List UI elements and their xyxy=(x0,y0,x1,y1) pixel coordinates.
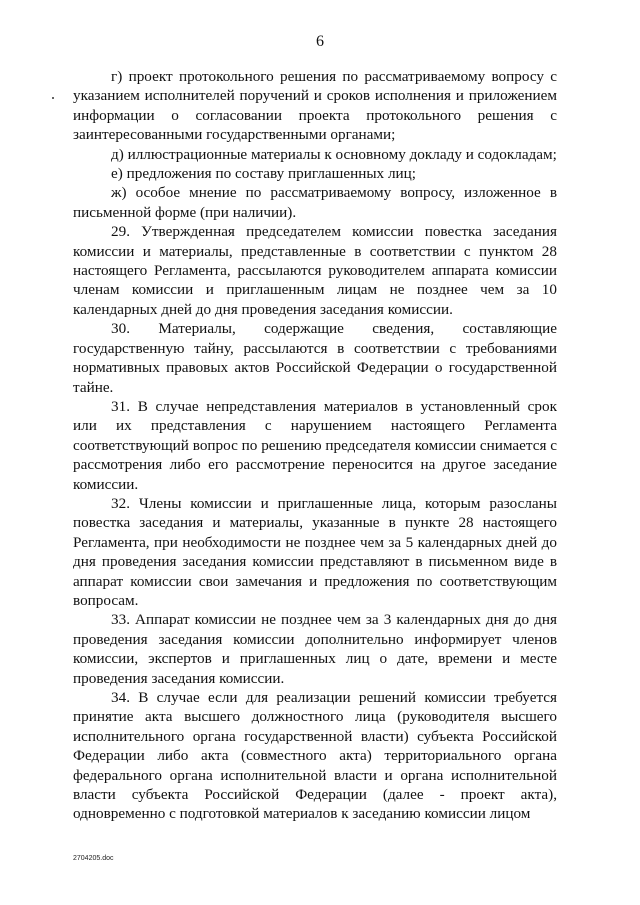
footer-filename: 2704205.doc xyxy=(73,855,114,862)
paragraph-34: 34. В случае если для реализации решений комиссии требуется принятие акта высшего должностного лица (руководителя высшего исполнительного органа государственной власти) субъекта Российской Федерации либо акта (совместного акта) территориального органа федерального органа исполнительной власти и органа исполнительной власти субъекта Российской Федерации (далее - проект акта), одновременно с подготовкой материалов к заседанию комиссии лицом xyxy=(73,689,557,823)
page-number: 6 xyxy=(316,33,324,50)
paragraph-31: 31. В случае непредставления материалов в установленный срок или их представления с нарушением настоящего Регламента соответствующий вопрос по решению председателя комиссии снимается с рассмотрения либо его рассмотрение переносится на другое заседание комиссии. xyxy=(73,397,557,493)
stray-mark xyxy=(52,97,54,99)
paragraph-d: д) иллюстрационные материалы к основному докладу и содокладам; xyxy=(111,145,557,163)
paragraph-30: 30. Материалы, содержащие сведения, составляющие государственную тайну, рассылаются в соответствии с требованиями нормативных правовых актов Российской Федерации о государственной тайне. xyxy=(73,320,557,396)
paragraph-e: е) предложения по составу приглашенных лиц; xyxy=(111,165,416,183)
paragraph-33: 33. Аппарат комиссии не позднее чем за 3 календарных дня до дня проведения заседания комиссии дополнительно информирует членов комиссии, экспертов и приглашенных лиц о дате, времени и месте проведения заседания комиссии. xyxy=(73,611,557,687)
paragraph-32: 32. Члены комиссии и приглашенные лица, которым разосланы повестка заседания и материалы, указанные в пункте 28 настоящего Регламента, при необходимости не позднее чем за 5 календарных дней до дня проведения заседания комиссии представляют в письменном виде в аппарат комиссии свои замечания и предложения по соответствующим вопросам. xyxy=(73,494,557,609)
paragraph-29: 29. Утвержденная председателем комиссии повестка заседания комиссии и материалы, представленные в соответствии с пунктом 28 настоящего Регламента, рассылаются руководителем аппарата комиссии членам комиссии и приглашенным лицам не позднее чем за 10 календарных дней до дня проведения заседания комиссии. xyxy=(73,223,557,318)
paragraph-zh: ж) особое мнение по рассматриваемому вопросу, изложенное в письменной форме (при наличии). xyxy=(73,184,557,221)
paragraph-g: г) проект протокольного решения по рассматриваемому вопросу с указанием исполнителей поручений и сроков исполнения и приложением информации о согласовании проекта протокольного решения с заинтересованными государственными органами; xyxy=(73,68,557,144)
document-body xyxy=(73,67,557,824)
